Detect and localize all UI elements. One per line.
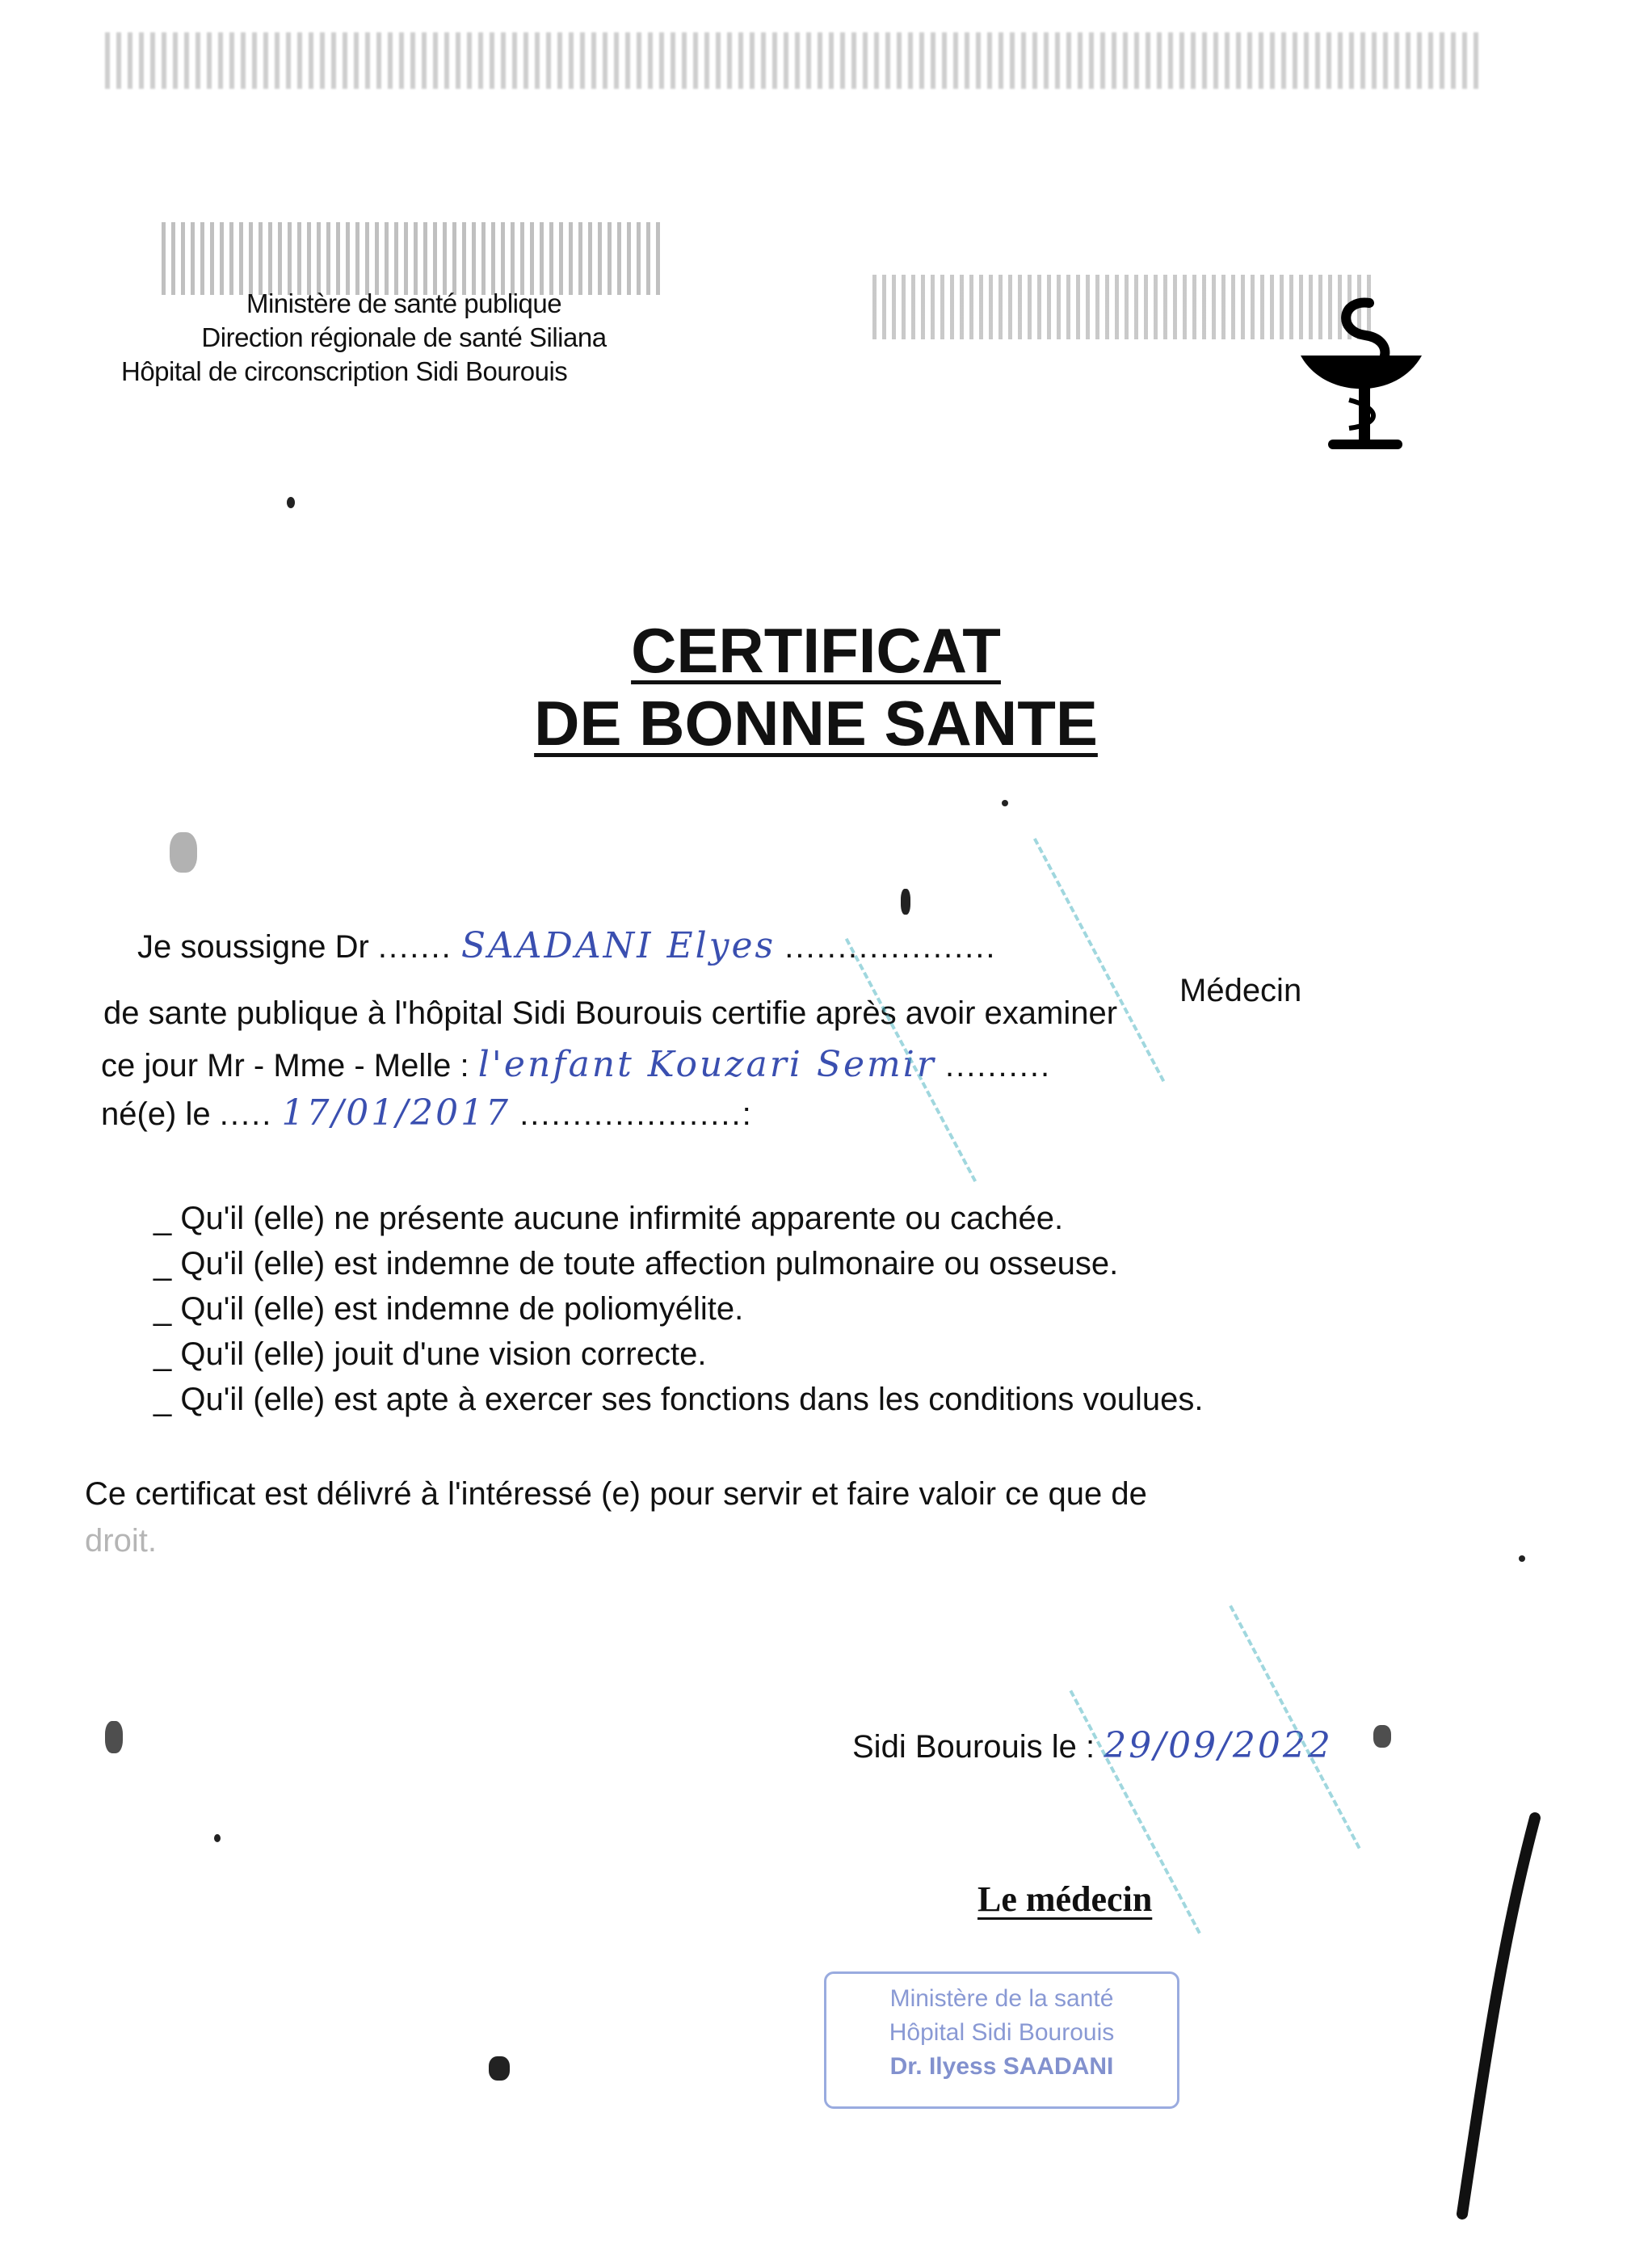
signature-label: Le médecin: [977, 1879, 1153, 1919]
doctor-name-handwritten: SAADANI Elyes: [460, 925, 776, 966]
ce-jour-label: ce jour Mr - Mme - Melle :: [101, 1048, 469, 1084]
date-handwritten: 29/09/2022: [1104, 1725, 1333, 1766]
condition-item: _ Qu'il (elle) est apte à exercer ses fonctions dans les conditions voulues.: [153, 1382, 1204, 1417]
footer-statement: [85, 1471, 1377, 1564]
body-line-4: né(e) le ..... 17/01/2017 .....................:: [101, 1092, 753, 1134]
scan-artifact-header-left: [162, 222, 662, 295]
condition-item: _ Qu'il (elle) est indemne de poliomyélite.: [153, 1291, 744, 1327]
patient-name-handwritten: l'enfant Kouzari Semir: [477, 1044, 936, 1085]
scan-speck: [287, 497, 295, 508]
body-line-1: Je soussigne Dr ....... SAADANI Elyes ....................: [137, 925, 997, 966]
je-soussigne-label: Je soussigne Dr: [137, 929, 369, 965]
header-hospital: Hôpital de circonscription Sidi Bourouis: [121, 356, 568, 386]
footer-line-1: Ce certificat est délivré à l'intéressé (e) pour servir et faire valoir ce que de: [85, 1476, 1147, 1512]
title-line-1: CERTIFICAT: [631, 615, 1001, 686]
document-title: [452, 614, 1179, 760]
scan-speck: [1002, 800, 1008, 806]
header-ministry: Ministère de santé publique: [246, 288, 562, 318]
scan-speck: [1373, 1725, 1391, 1748]
scan-speck: [170, 832, 197, 873]
body-line-3: ce jour Mr - Mme - Melle : l'enfant Kouzari Semir ..........: [101, 1044, 1052, 1085]
birth-date-handwritten: 17/01/2017: [281, 1092, 511, 1134]
scan-speck: [489, 2056, 510, 2081]
scan-speck: [214, 1834, 221, 1842]
ink-stamp-diagonal-upper: [845, 838, 1165, 1182]
caduceus-icon: [1293, 287, 1430, 457]
institution-header: [121, 287, 687, 389]
scan-speck: [901, 889, 910, 915]
scan-speck: [105, 1721, 123, 1753]
signature-stroke: [1414, 1810, 1559, 2230]
doctor-stamp: [824, 1971, 1179, 2109]
conditions-list: [153, 1196, 1446, 1422]
body-line-2: de sante publique à l'hôpital Sidi Bourouis certifie après avoir examiner: [103, 995, 1118, 1031]
header-direction: Direction régionale de santé Siliana: [201, 322, 607, 352]
condition-item: _ Qu'il (elle) est indemne de toute affection pulmonaire ou osseuse.: [153, 1246, 1119, 1281]
condition-item: _ Qu'il (elle) jouit d'une vision correcte.: [153, 1336, 707, 1372]
stamp-line-3: Dr. Ilyess SAADANI: [889, 2053, 1114, 2080]
title-line-2: DE BONNE SANTE: [534, 688, 1098, 759]
footer-line-2: droit.: [85, 1523, 157, 1559]
scan-speck: [1519, 1555, 1525, 1562]
medecin-label: Médecin: [1179, 973, 1302, 1008]
stamp-line-1: Ministère de la santé: [889, 1985, 1114, 2012]
stamp-line-2: Hôpital Sidi Bourouis: [889, 2019, 1115, 2046]
condition-item: _ Qu'il (elle) ne présente aucune infirmité apparente ou cachée.: [153, 1201, 1064, 1236]
scan-artifact-top: [105, 32, 1478, 89]
ne-le-label: né(e) le: [101, 1096, 211, 1132]
place-date-label: Sidi Bourouis le :: [852, 1729, 1095, 1765]
